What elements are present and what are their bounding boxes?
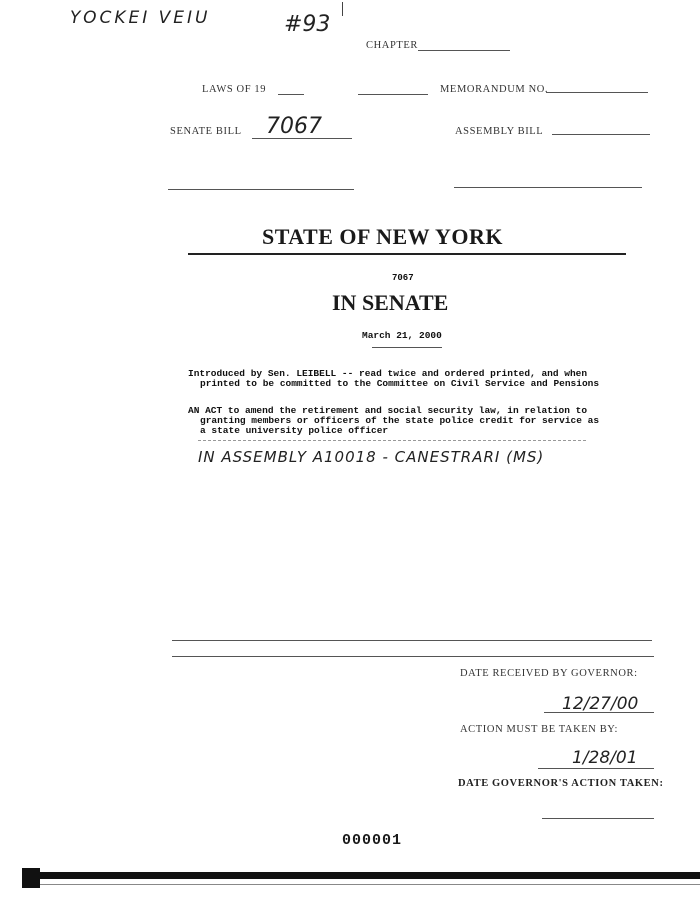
action-must-be-taken-label: ACTION MUST BE TAKEN BY:	[460, 724, 619, 735]
date-received-underline	[544, 712, 654, 713]
title-rule	[188, 253, 626, 255]
bottom-rule-2	[172, 656, 654, 657]
scan-edge-bar	[22, 872, 700, 879]
bottom-rule-1	[172, 640, 652, 641]
bill-date: March 21, 2000	[362, 330, 442, 341]
memorandum-label: MEMORANDUM NO.	[440, 84, 549, 95]
handwritten-date-received: 12/27/00	[562, 694, 639, 714]
chapter-underline	[418, 50, 510, 51]
act-line-1: AN ACT to amend the retirement and social security law, in relation to	[188, 405, 588, 416]
blank-line-left	[168, 189, 354, 190]
handwritten-top-left-note: YOCKEI VEIU	[70, 8, 211, 28]
state-title: STATE OF NEW YORK	[262, 224, 503, 249]
laws-year-underline	[278, 94, 304, 95]
senate-bill-label: SENATE BILL	[170, 126, 242, 137]
scan-edge-shadow	[40, 884, 700, 885]
handwritten-assembly-note: IN ASSEMBLY A10018 - CANESTRARI (MS)	[198, 448, 545, 466]
date-received-label: DATE RECEIVED BY GOVERNOR:	[460, 668, 638, 679]
assembly-bill-underline	[552, 134, 650, 135]
act-line-2: granting members or officers of the state police credit for service as	[200, 415, 600, 426]
senate-bill-underline	[252, 138, 352, 139]
handwritten-bill-number: 7067	[266, 114, 322, 139]
introduced-line-1: Introduced by Sen. LEIBELL -- read twice and ordered printed, and when	[188, 368, 588, 379]
date-rule	[372, 347, 442, 348]
page-code: 000001	[342, 832, 403, 849]
tick-mark	[342, 2, 343, 16]
action-date-underline	[538, 768, 654, 769]
faint-dashed-rule	[198, 440, 586, 441]
assembly-bill-label: ASSEMBLY BILL	[455, 126, 544, 137]
introduced-line-2: printed to be committed to the Committee on Civil Service and Pensions	[200, 378, 600, 389]
handwritten-action-date: 1/28/01	[572, 748, 638, 768]
bill-number: 7067	[392, 273, 414, 283]
action-taken-underline	[542, 818, 654, 819]
handwritten-number-note: #93	[284, 12, 331, 37]
memorandum-underline	[546, 92, 648, 93]
laws-label: LAWS OF 19	[202, 84, 267, 95]
scan-edge-corner	[22, 868, 40, 888]
chapter-label: CHAPTER	[366, 40, 419, 51]
act-line-3: a state university police officer	[200, 425, 389, 436]
laws-second-underline	[358, 94, 428, 95]
governor-action-taken-label: DATE GOVERNOR'S ACTION TAKEN:	[458, 778, 664, 789]
chamber-heading: IN SENATE	[332, 290, 449, 315]
blank-line-right	[454, 187, 642, 188]
